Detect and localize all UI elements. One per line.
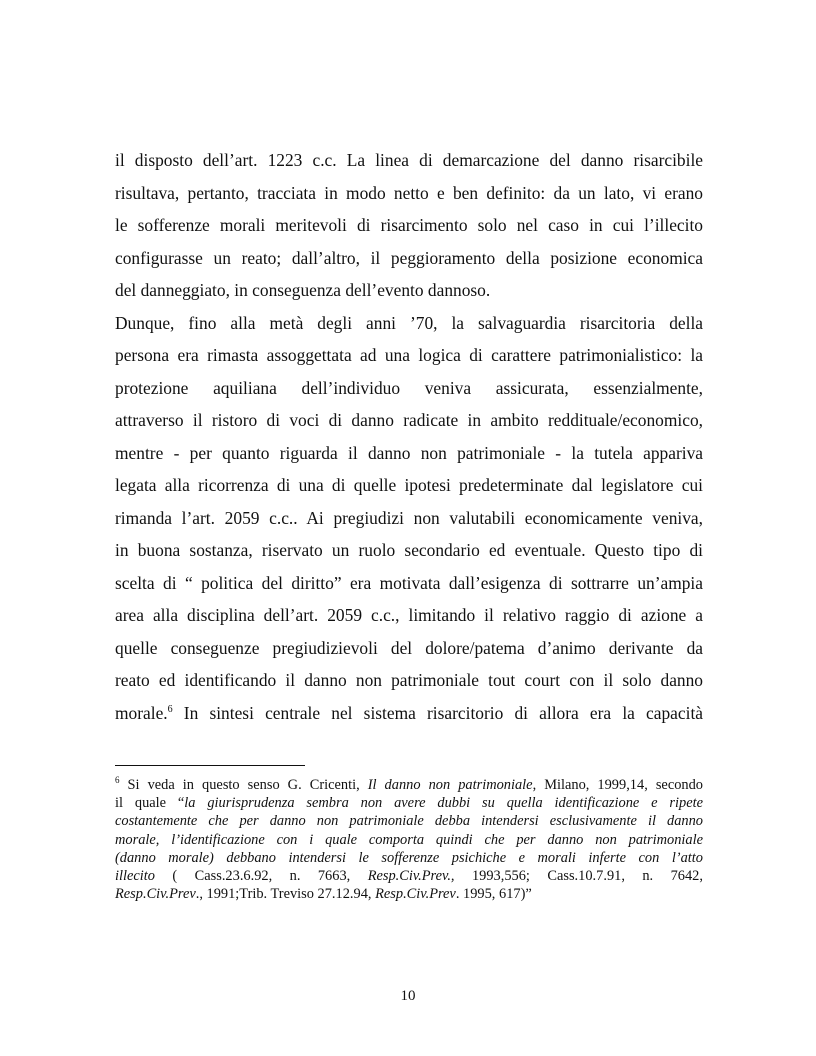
body-line: del danneggiato, in conseguenza dell’evento dannoso. — [115, 280, 491, 300]
footnote — [115, 776, 703, 903]
body-line: persona era rimasta assoggettata ad una logica di carattere patrimonialistico: la — [115, 345, 703, 365]
body-line: quelle conseguenze pregiudizievoli del dolore/patema d’animo derivante da — [115, 637, 703, 658]
body-line: risultava, pertanto, tracciata in modo netto e ben definito: da un lato, vi erano — [115, 182, 703, 203]
body-line: configurasse un reato; dall’altro, il peggioramento della posizione economica — [115, 247, 703, 268]
footnote-journal: Resp.Civ.Prev., — [367, 867, 455, 884]
footnote-quote: costantemente che per danno non patrimoniale debba intendersi esclusivamente il danno — [115, 813, 703, 830]
body-line-text: morale. — [115, 702, 168, 723]
footnote-text: ., 1991;Trib. Treviso 27.12.94, — [195, 886, 376, 903]
footnote-line — [115, 885, 703, 903]
footnote-line — [115, 794, 703, 812]
footnote-journal: Resp.Civ.Prev — [375, 886, 456, 903]
body-line: mentre - per quanto riguarda il danno non patrimoniale - la tutela appariva — [115, 442, 703, 463]
footnote-text: Si veda in questo senso G. Cricenti, — [119, 777, 368, 793]
footnote-text: il quale “ — [115, 795, 185, 812]
body-line: Dunque, fino alla metà degli anni ’70, la salvaguardia risarcitoria della — [115, 312, 703, 333]
footnote-line — [115, 776, 703, 794]
body-line: attraverso il ristoro di voci di danno radicate in ambito reddituale/economico, — [115, 410, 703, 430]
footnote-quote: (danno morale) debbano intendersi le sofferenze psichiche e morali inferte con l’atto — [115, 849, 703, 866]
body-line-with-footnote-ref — [115, 697, 703, 730]
footnote-text: . 1995, 617)” — [455, 886, 532, 903]
body-line: protezione aquiliana dell’individuo veniva assicurata, essenzialmente, — [115, 377, 703, 398]
footnote-text: 1993,556; Cass.10.7.91, n. 7642, — [454, 867, 703, 884]
footnote-book-title: Il danno non patrimoniale — [367, 777, 533, 793]
footnote-reference: 6 — [167, 703, 173, 715]
body-line: legata alla ricorrenza di una di quelle ipotesi predeterminate dal legislatore cui — [115, 475, 703, 495]
body-line: il disposto dell’art. 1223 c.c. La linea di demarcazione del danno risarcibile — [115, 150, 703, 170]
body-line: reato ed identificando il danno non patrimoniale tout court con il solo danno — [115, 670, 703, 690]
body-line: area alla disciplina dell’art. 2059 c.c., limitando il relativo raggio di azione a — [115, 605, 703, 625]
footnote-journal: Resp.Civ.Prev — [115, 886, 196, 903]
footnote-text: , Milano, 1999,14, secondo — [532, 777, 703, 793]
footnote-quote: la giurisprudenza sembra non avere dubbi su quella identificazione e ripete — [184, 795, 703, 812]
footnote-line — [115, 849, 703, 867]
footnote-line — [115, 812, 703, 830]
footnote-line — [115, 831, 703, 849]
footnote-quote: illecito — [115, 867, 155, 884]
body-line: le sofferenze morali meritevoli di risarcimento solo nel caso in cui l’illecito — [115, 215, 703, 235]
footnote-separator — [115, 765, 305, 766]
footnote-line — [115, 867, 703, 885]
body-line: rimanda l’art. 2059 c.c.. Ai pregiudizi non valutabili economicamente veniva, — [115, 507, 703, 528]
page-number: 10 — [400, 988, 416, 1004]
body-line-text: In sintesi centrale nel sistema risarcitorio di allora era la capacità — [172, 702, 703, 723]
body-line: scelta di “ politica del diritto” era motivata dall’esigenza di sottrarre un’ampia — [115, 572, 703, 593]
footnote-marker: 6 — [115, 775, 120, 786]
body-line: in buona sostanza, riservato un ruolo secondario ed eventuale. Questo tipo di — [115, 540, 703, 560]
body-text — [115, 144, 703, 729]
footnote-quote: morale, l’identificazione con i quale comporta quindi che per danno non patrimoniale — [115, 831, 703, 848]
footnote-text: ( Cass.23.6.92, n. 7663, — [154, 867, 368, 884]
